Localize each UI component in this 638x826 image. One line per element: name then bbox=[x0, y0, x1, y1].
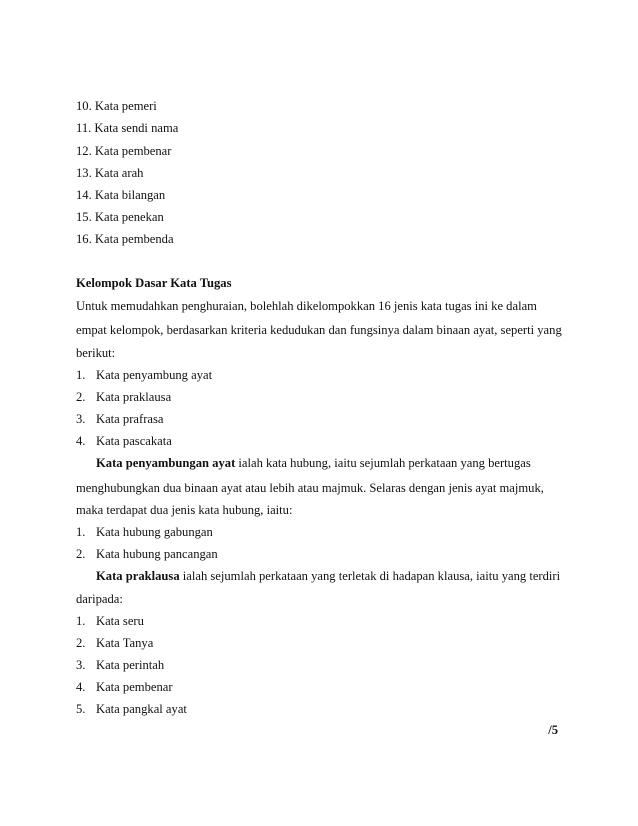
paragraph-line: maka terdapat dua jenis kata hubung, iaitu: bbox=[76, 503, 293, 517]
list-item bbox=[76, 411, 163, 427]
intro-line: Untuk memudahkan penghuraian, bolehlah dikelompokkan 16 jenis kata tugas ini ke dalam bbox=[76, 299, 537, 313]
list-number: 1. bbox=[76, 368, 86, 382]
paragraph-text: ialah kata hubung, iaitu sejumlah perkataan yang bertugas bbox=[235, 456, 531, 470]
list-number: 4. bbox=[76, 434, 86, 448]
list-item bbox=[76, 613, 144, 629]
list-label: Kata penyambung ayat bbox=[96, 368, 213, 382]
term-bold: Kata penyambungan ayat bbox=[96, 456, 236, 470]
paragraph-line bbox=[76, 455, 531, 471]
list-item bbox=[76, 433, 172, 449]
paragraph-line: daripada: bbox=[76, 592, 123, 606]
term-bold: Kata praklausa bbox=[96, 569, 180, 583]
page-number: /5 bbox=[548, 723, 558, 737]
list-number: 5. bbox=[76, 702, 86, 716]
list-item bbox=[76, 546, 218, 562]
section-heading: Kelompok Dasar Kata Tugas bbox=[76, 276, 232, 290]
list-item: 11. Kata sendi nama bbox=[76, 121, 179, 135]
list-number: 2. bbox=[76, 390, 86, 404]
list-number: 2. bbox=[76, 636, 86, 650]
list-item bbox=[76, 635, 153, 651]
intro-line: empat kelompok, berdasarkan kriteria kedudukan dan fungsinya dalam binaan ayat, seperti yang bbox=[76, 323, 562, 337]
list-label: Kata hubung gabungan bbox=[96, 525, 213, 539]
list-number: 4. bbox=[76, 680, 86, 694]
list-number: 1. bbox=[76, 614, 86, 628]
list-number: 1. bbox=[76, 525, 86, 539]
list-item: 16. Kata pembenda bbox=[76, 232, 174, 246]
list-item bbox=[76, 524, 213, 540]
list-item bbox=[76, 367, 212, 383]
list-item: 15. Kata penekan bbox=[76, 210, 164, 224]
list-number: 3. bbox=[76, 412, 86, 426]
list-number: 3. bbox=[76, 658, 86, 672]
list-item bbox=[76, 679, 173, 695]
list-item bbox=[76, 701, 187, 717]
list-label: Kata seru bbox=[96, 614, 144, 628]
list-item: 13. Kata arah bbox=[76, 166, 144, 180]
list-item bbox=[76, 657, 164, 673]
list-number: 2. bbox=[76, 547, 86, 561]
list-label: Kata pascakata bbox=[96, 434, 172, 448]
list-label: Kata pembenar bbox=[96, 680, 173, 694]
list-label: Kata hubung pancangan bbox=[96, 547, 218, 561]
list-item: 10. Kata pemeri bbox=[76, 99, 157, 113]
list-label: Kata Tanya bbox=[96, 636, 154, 650]
list-label: Kata perintah bbox=[96, 658, 165, 672]
paragraph-line bbox=[76, 568, 560, 584]
list-label: Kata pangkal ayat bbox=[96, 702, 187, 716]
list-label: Kata praklausa bbox=[96, 390, 172, 404]
list-item: 14. Kata bilangan bbox=[76, 188, 166, 202]
paragraph-line: menghubungkan dua binaan ayat atau lebih atau majmuk. Selaras dengan jenis ayat majmuk, bbox=[76, 481, 544, 495]
document-page bbox=[76, 0, 566, 826]
paragraph-text: ialah sejumlah perkataan yang terletak di hadapan klausa, iaitu yang terdiri bbox=[179, 569, 561, 583]
intro-line: berikut: bbox=[76, 346, 116, 360]
list-label: Kata prafrasa bbox=[96, 412, 164, 426]
list-item bbox=[76, 389, 171, 405]
list-item: 12. Kata pembenar bbox=[76, 144, 172, 158]
